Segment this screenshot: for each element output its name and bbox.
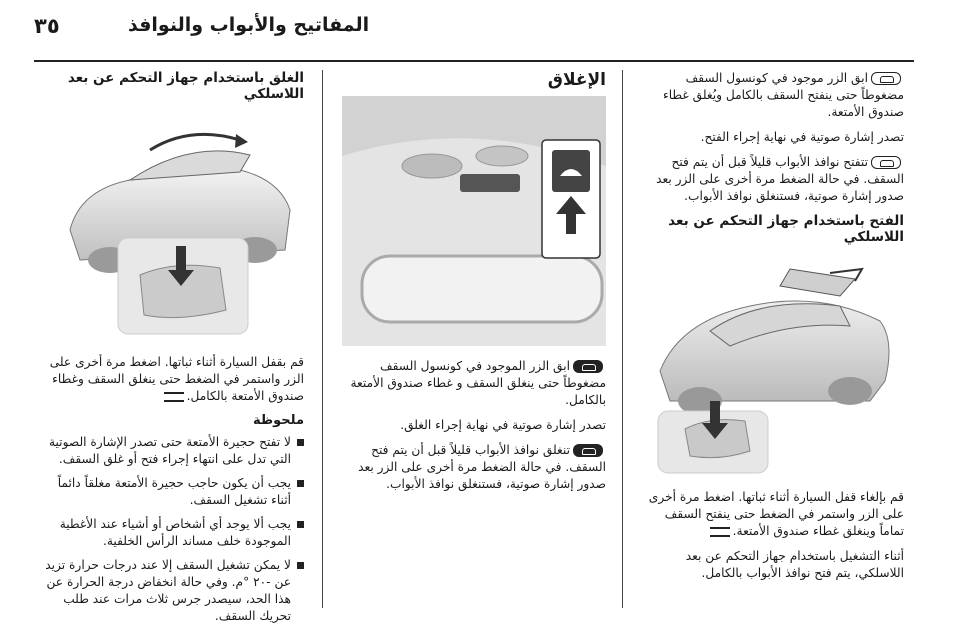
figure-car-roof-closing <box>40 110 304 342</box>
roof-key-icon <box>871 156 901 169</box>
page-title: المفاتيح والأبواب والنوافذ <box>128 14 370 36</box>
close-windows-text: تنغلق نوافذ الأبواب قليلاً قبل أن يتم فتح السقف. في حالة الضغط مرة أخرى على الزر بعد صدور إشارة صوتية، فستنغلق نوافذ الأبواب. <box>358 443 606 491</box>
note-bullet: يجب ألا يوجد أي أشخاص أو أشياء عند الأغطية الموجودة خلف مساند الرأس الخلفية. <box>40 516 304 550</box>
roof-key-filled-icon <box>573 444 603 457</box>
column-left <box>40 70 304 623</box>
remote-open-instructions: قم بإلغاء قفل السيارة أثناء ثباتها. اضغط مرة أخرى على الزر واستمر في الضغط حتى ينفتح السقف تماماً وينغلق غطاء صندوق الأمتعة. <box>648 490 904 538</box>
bullet-square-icon <box>297 480 304 487</box>
close-instructions: ابق الزر الموجود في كونسول السقف مضغوطاً حتى ينغلق السقف و غطاء صندوق الأمتعة بالكامل. <box>350 359 606 407</box>
note-bullet: يجب أن يكون حاجب حجيرة الأمتعة مغلقاً دائماً أثناء تشغيل السقف. <box>40 475 304 509</box>
column-right <box>640 70 904 610</box>
remote-close-instructions: قم بقفل السيارة أثناء ثباتها. اضغط مرة أخرى على الزر واستمر في الضغط حتى ينغلق السقف وغطاء صندوق الأمتعة بالكامل. <box>49 355 304 403</box>
section-title-remote-open: الفتح باستخدام جهاز التحكم عن بعد اللاسلكي <box>668 213 904 245</box>
column-divider <box>622 70 623 608</box>
bullet-square-icon <box>297 439 304 446</box>
open-windows-text: تتفتح نوافذ الأبواب قليلاً قبل أن يتم فتح السقف. في حالة الضغط مرة أخرى على الزر بعد صدور إشارة صوتية، فستنغلق نوافذ الأبواب. <box>656 155 904 203</box>
section-title-remote-close: الغلق باستخدام جهاز التحكم عن بعد اللاسلكي <box>67 70 304 102</box>
note-bullet: لا يمكن تشغيل السقف إلا عند درجات حرارة تزيد عن -٢٠ °م. وفي حالة انخفاض درجة الحرارة عن هذا الحد، سيصدر جرس ثلاث مرات عند طلب تحريك السقف. <box>40 557 304 625</box>
roof-key-filled-icon <box>573 360 603 373</box>
roof-console-illustration <box>342 96 606 346</box>
bullet-square-icon <box>297 521 304 528</box>
column-divider <box>322 70 323 608</box>
remote-lock-key-icon <box>164 392 184 402</box>
note-title: ملحوظة <box>252 413 304 428</box>
section-title-closing: الإغلاق <box>547 70 606 90</box>
roof-key-icon <box>871 72 901 85</box>
page-header <box>0 0 960 58</box>
open-signal-text: تصدر إشارة صوتية في نهاية إجراء الفتح. <box>700 130 904 144</box>
remote-lock-key-icon <box>710 527 730 537</box>
car-roof-open-illustration <box>640 251 904 479</box>
header-rule <box>34 60 914 62</box>
car-roof-close-illustration <box>40 110 304 342</box>
open-instructions: ابق الزر موجود في كونسول السقف مضغوطاً حتى ينفتح السقف بالكامل ويُغلق غطاء صندوق الأمتعة. <box>662 71 904 119</box>
figure-car-roof-opening <box>640 251 904 479</box>
close-signal-text: تصدر إشارة صوتية في نهاية إجراء الغلق. <box>400 418 606 432</box>
bullet-square-icon <box>297 562 304 569</box>
column-middle <box>342 70 606 610</box>
note-bullet: لا تفتح حجيرة الأمتعة حتى تصدر الإشارة الصوتية التي تدل على انتهاء إجراء فتح أو غلق السقف. <box>40 434 304 468</box>
remote-open-windows-text: أثناء التشغيل باستخدام جهاز التحكم عن بعد اللاسلكي، يتم فتح نوافذ الأبواب بالكامل. <box>685 549 904 580</box>
figure-roof-console <box>342 96 606 346</box>
page-number: ٣٥ <box>34 14 60 38</box>
